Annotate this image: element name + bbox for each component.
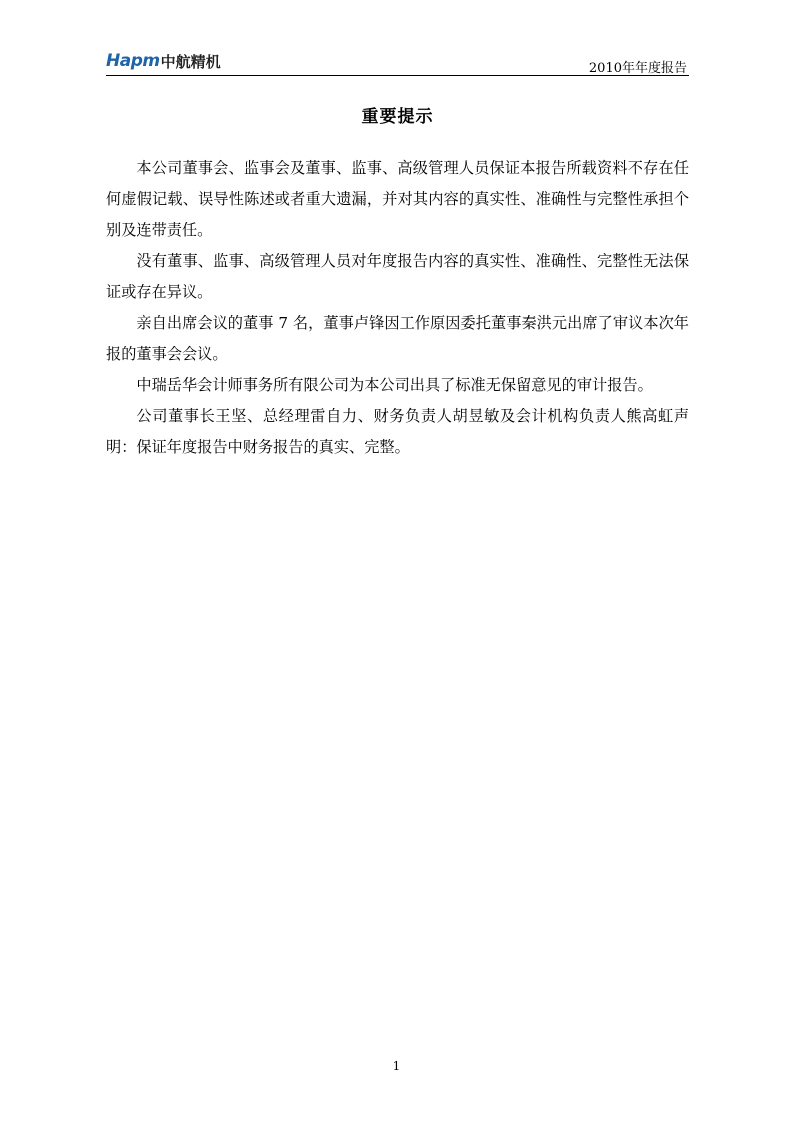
paragraph-audit-opinion: 中瑞岳华会计师事务所有限公司为本公司出具了标准无保留意见的审计报告。 [136, 376, 653, 394]
paragraph-attendance: 亲自出席会议的董事 7 名，董事卢锋因工作原因委托董事秦洪元出席了审议本次年报的董事会会议。 [106, 314, 689, 363]
logo-latin-text: Hapm [106, 51, 160, 71]
page-header [106, 48, 689, 76]
paragraph-no-objection: 没有董事、监事、高级管理人员对年度报告内容的真实性、准确性、完整性无法保证或存在异议。 [106, 252, 689, 301]
document-body [106, 153, 689, 463]
paragraph-board-guarantee: 本公司董事会、监事会及董事、监事、高级管理人员保证本报告所载资料不存在任何虚假记载、误导性陈述或者重大遗漏，并对其内容的真实性、准确性与完整性承担个别及连带责任。 [106, 159, 689, 239]
logo-cjk-text: 中航精机 [160, 52, 221, 71]
company-logo [106, 50, 221, 72]
page-number: 1 [392, 1059, 401, 1073]
report-title: 2010年年度报告 [588, 61, 687, 76]
document-heading: 重要提示 [361, 107, 434, 127]
paragraph-executive-statement: 公司董事长王坚、总经理雷自力、财务负责人胡昱敏及会计机构负责人熊高虹声明：保证年度报告中财务报告的真实、完整。 [106, 407, 689, 456]
